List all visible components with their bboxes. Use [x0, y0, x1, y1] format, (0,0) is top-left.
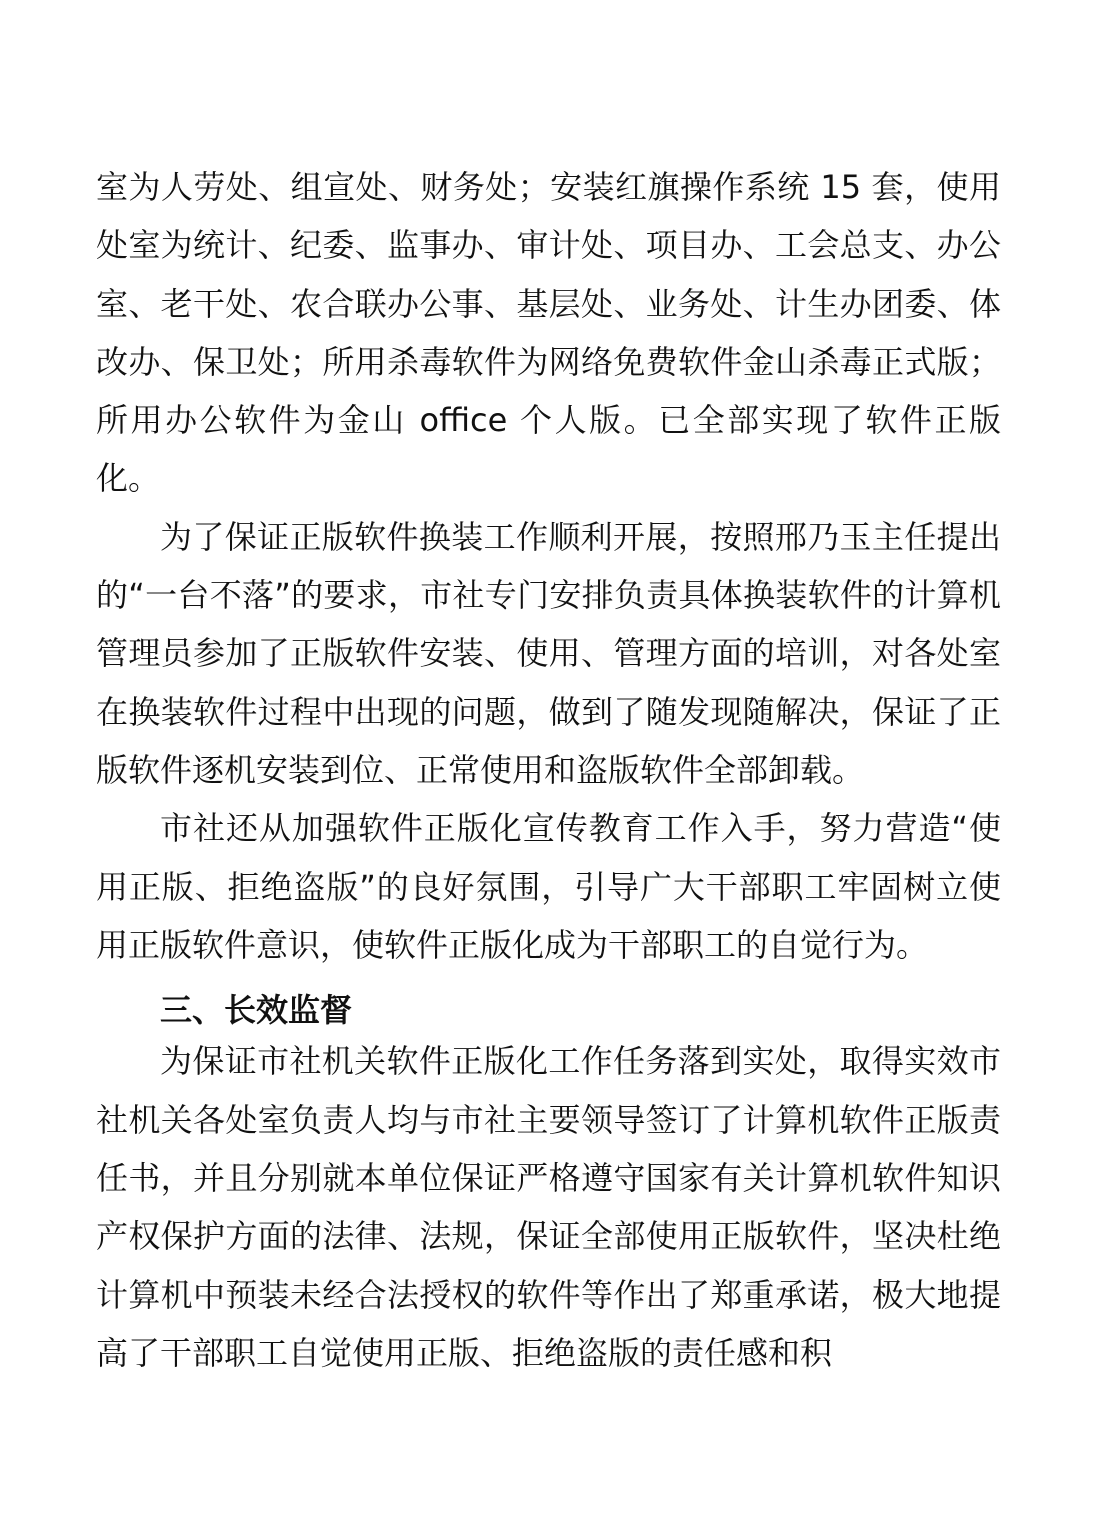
paragraph-installation-training: 为了保证正版软件换装工作顺利开展，按照邢乃玉主任提出的“一台不落”的要求，市社专门安排负责具体换装软件的计算机管理员参加了正版软件安装、使用、管理方面的培训，对各处室在换装软件过程中出现的问题，做到了随发现随解决，保证了正版软件逐机安装到位、正常使用和盗版软件全部卸载。	[96, 517, 1001, 789]
paragraph-publicity-education: 市社还从加强软件正版化宣传教育工作入手，努力营造“使用正版、拒绝盗版”的良好氛围，引导广大干部职工牢固树立使用正版软件意识，使软件正版化成为干部职工的自觉行为。	[96, 809, 1001, 964]
paragraph-continuation: 室为人劳处、组宣处、财务处；安装红旗操作系统 15 套，使用处室为统计、纪委、监事办、审计处、项目办、工会总支、办公室、老干处、农合联办公事、基层处、业务处、计生办团委、体改办、保卫处；所用杀毒软件为网络免费软件金山杀毒正式版；所用办公软件为金山 office 个人版。已全部实现了软件正版化。	[96, 168, 1001, 498]
section-heading-long-term-supervision: 三、长效监督	[160, 991, 353, 1030]
document-body	[96, 158, 1001, 1382]
paragraph-supervision: 为保证市社机关软件正版化工作任务落到实处，取得实效市社机关各处室负责人均与市社主要领导签订了计算机软件正版责任书，并且分别就本单位保证严格遵守国家有关计算机软件知识产权保护方面的法律、法规，保证全部使用正版软件，坚决杜绝计算机中预装未经合法授权的软件等作出了郑重承诺，极大地提高了干部职工自觉使用正版、拒绝盗版的责任感和积	[96, 1042, 1001, 1372]
